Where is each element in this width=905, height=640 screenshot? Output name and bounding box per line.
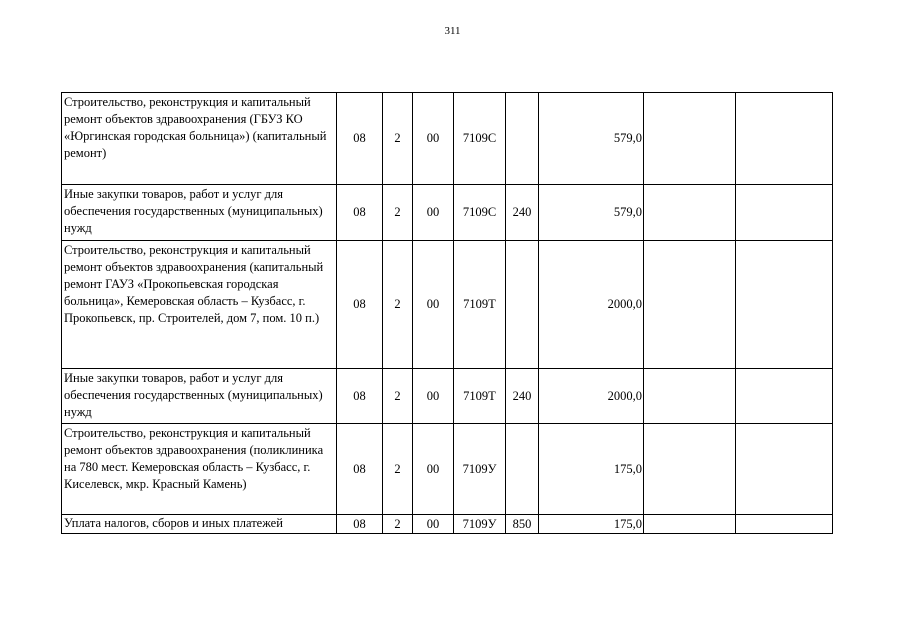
program-cell: 00 bbox=[413, 93, 454, 185]
subsection-cell: 2 bbox=[383, 185, 413, 241]
section-cell: 08 bbox=[337, 424, 383, 515]
target-article-cell: 7109У bbox=[454, 424, 506, 515]
table-row bbox=[62, 241, 833, 369]
expense-type-cell bbox=[506, 93, 539, 185]
table-row bbox=[62, 369, 833, 424]
target-article-cell: 7109С bbox=[454, 185, 506, 241]
subsection-cell: 2 bbox=[383, 515, 413, 534]
empty-cell bbox=[644, 515, 736, 534]
section-cell: 08 bbox=[337, 93, 383, 185]
row-name-cell: Строительство, реконструкция и капитальный ремонт объектов здравоохранения (ГБУЗ КО «Юргинская городская больница») (капитальный ремонт) bbox=[62, 93, 337, 185]
row-name-cell: Строительство, реконструкция и капитальный ремонт объектов здравоохранения (капитальный ремонт ГАУЗ «Прокопьевская городская больница», Кемеровская область – Кузбасс, г. Прокопьевск, пр. Строителей, дом 7, пом. 10 п.) bbox=[62, 241, 337, 369]
table-row bbox=[62, 93, 833, 185]
amount-cell: 2000,0 bbox=[539, 369, 644, 424]
table-row bbox=[62, 515, 833, 534]
amount-cell: 2000,0 bbox=[539, 241, 644, 369]
table-row bbox=[62, 185, 833, 241]
row-name-cell: Иные закупки товаров, работ и услуг для обеспечения государственных (муниципальных) нужд bbox=[62, 185, 337, 241]
amount-cell: 175,0 bbox=[539, 424, 644, 515]
subsection-cell: 2 bbox=[383, 93, 413, 185]
row-name-cell: Строительство, реконструкция и капитальный ремонт объектов здравоохранения (поликлиника на 780 мест. Кемеровская область – Кузбасс, г. Киселевск, мкр. Красный Камень) bbox=[62, 424, 337, 515]
target-article-cell: 7109У bbox=[454, 515, 506, 534]
empty-cell bbox=[644, 369, 736, 424]
empty-cell bbox=[736, 185, 833, 241]
amount-cell: 175,0 bbox=[539, 515, 644, 534]
page-number: 311 bbox=[444, 25, 461, 37]
program-cell: 00 bbox=[413, 515, 454, 534]
target-article-cell: 7109С bbox=[454, 93, 506, 185]
row-name-cell: Уплата налогов, сборов и иных платежей bbox=[62, 515, 337, 534]
subsection-cell: 2 bbox=[383, 424, 413, 515]
subsection-cell: 2 bbox=[383, 241, 413, 369]
row-name-cell: Иные закупки товаров, работ и услуг для обеспечения государственных (муниципальных) нужд bbox=[62, 369, 337, 424]
expense-type-cell bbox=[506, 424, 539, 515]
amount-cell: 579,0 bbox=[539, 93, 644, 185]
program-cell: 00 bbox=[413, 369, 454, 424]
empty-cell bbox=[644, 424, 736, 515]
empty-cell bbox=[736, 515, 833, 534]
program-cell: 00 bbox=[413, 241, 454, 369]
empty-cell bbox=[644, 185, 736, 241]
section-cell: 08 bbox=[337, 369, 383, 424]
subsection-cell: 2 bbox=[383, 369, 413, 424]
table-row bbox=[62, 424, 833, 515]
empty-cell bbox=[736, 424, 833, 515]
expense-type-cell: 240 bbox=[506, 185, 539, 241]
target-article-cell: 7109Т bbox=[454, 241, 506, 369]
section-cell: 08 bbox=[337, 515, 383, 534]
section-cell: 08 bbox=[337, 241, 383, 369]
empty-cell bbox=[736, 241, 833, 369]
section-cell: 08 bbox=[337, 185, 383, 241]
target-article-cell: 7109Т bbox=[454, 369, 506, 424]
empty-cell bbox=[736, 93, 833, 185]
expense-type-cell: 850 bbox=[506, 515, 539, 534]
expense-type-cell: 240 bbox=[506, 369, 539, 424]
program-cell: 00 bbox=[413, 424, 454, 515]
empty-cell bbox=[736, 369, 833, 424]
expense-type-cell bbox=[506, 241, 539, 369]
amount-cell: 579,0 bbox=[539, 185, 644, 241]
empty-cell bbox=[644, 93, 736, 185]
program-cell: 00 bbox=[413, 185, 454, 241]
empty-cell bbox=[644, 241, 736, 369]
budget-table bbox=[61, 92, 833, 534]
